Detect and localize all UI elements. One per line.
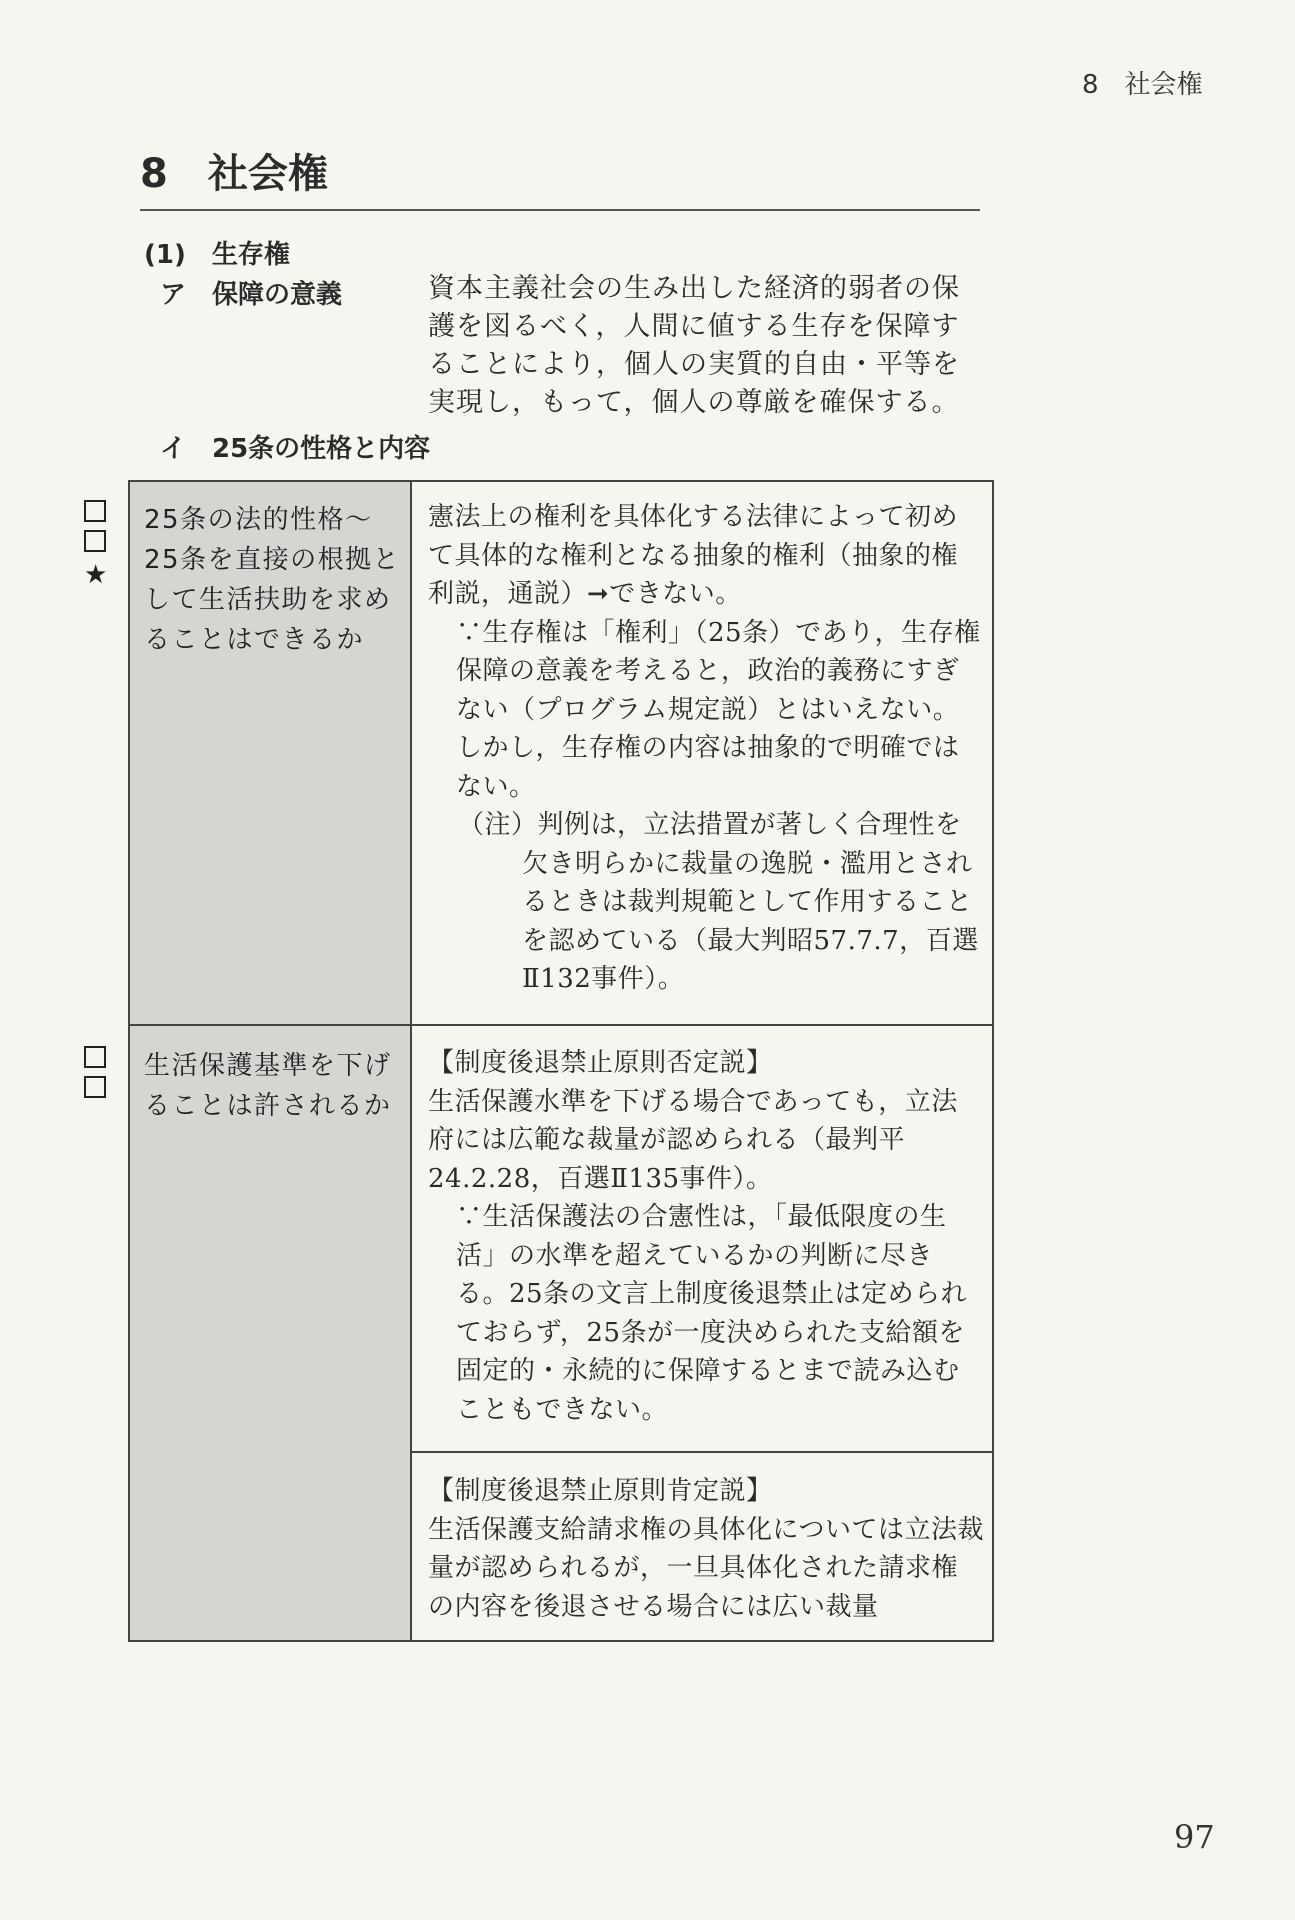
row-1-question: 25条の法的性格～25条を直接の根拠として生活扶助を求めることはできるか — [144, 505, 401, 655]
subsection-b-label: イ 25条の性格と内容 — [160, 434, 431, 464]
row-1-answer — [428, 498, 984, 999]
row-1-main-text: 憲法上の権利を具体化する法律によって初めて具体的な権利となる抽象的権利（抽象的権利説，通説）➞できない。 — [428, 502, 959, 609]
row-1-note: （注）判例は，立法措置が著しく合理性を欠き明らかに裁量の逸脱・濫用とされるときは裁判規範として作用することを認めている（最大判昭57.7.7，百選Ⅱ132事件）。 — [458, 810, 979, 994]
chapter-title: 8 社会権 — [140, 142, 980, 211]
running-header: 8 社会権 — [1082, 70, 1203, 100]
star-icon: ★ — [84, 560, 108, 590]
row-2-answer-positive — [428, 1472, 984, 1626]
checkbox-icon[interactable] — [84, 500, 106, 522]
row-1-reason: ∵生存権は「権利」（25条）であり，生存権保障の意義を考えると，政治的義務にすぎない（プログラム規定説）とはいえない。しかし，生存権の内容は抽象的で明確ではない。 — [456, 617, 981, 802]
review-markers-row-2 — [84, 1040, 106, 1106]
checkbox-icon[interactable] — [84, 530, 106, 552]
review-markers-row-1 — [84, 494, 107, 590]
row-2-cell-1-reason: ∵生活保護法の合憲性は，「最低限度の生活」の水準を超えているかの判断に尽きる。25条の文言上制度後退禁止は定められておらず，25条が一度決められた支給額を固定的・永続的に保障するとまで読み込むこともできない。 — [456, 1202, 968, 1425]
cell-divider — [410, 1451, 992, 1453]
checkbox-icon[interactable] — [84, 1046, 106, 1068]
subsection-a-text: 資本主義社会の生み出した経済的弱者の保護を図るべく，人間に値する生存を保障することにより，個人の実質的自由・平等を実現し，もって，個人の尊厳を確保する。 — [428, 273, 960, 418]
page-number: 97 — [1174, 1818, 1215, 1856]
subsection-a-label: ア 保障の意義 — [160, 280, 343, 310]
row-2-cell-1-main: 生活保護水準を下げる場合であっても，立法府には広範な裁量が認められる（最判平24.2.28，百選Ⅱ135事件）。 — [428, 1086, 958, 1194]
topic-table — [128, 480, 994, 1642]
row-2-cell-1-heading: 【制度後退禁止原則否定説】 — [428, 1048, 773, 1078]
row-2-question: 生活保護基準を下げることは許されるか — [144, 1051, 392, 1121]
row-2-answer-negative — [428, 1044, 984, 1429]
row-divider — [130, 1024, 992, 1026]
row-2-cell-2-main: 生活保護支給請求権の具体化については立法裁量が認められるが，一旦具体化された請求権の内容を後退させる場合には広い裁量 — [428, 1514, 984, 1622]
checkbox-icon[interactable] — [84, 1076, 106, 1098]
row-2-cell-2-heading: 【制度後退禁止原則肯定説】 — [428, 1476, 773, 1506]
section-heading: (1) 生存権 — [144, 240, 290, 270]
